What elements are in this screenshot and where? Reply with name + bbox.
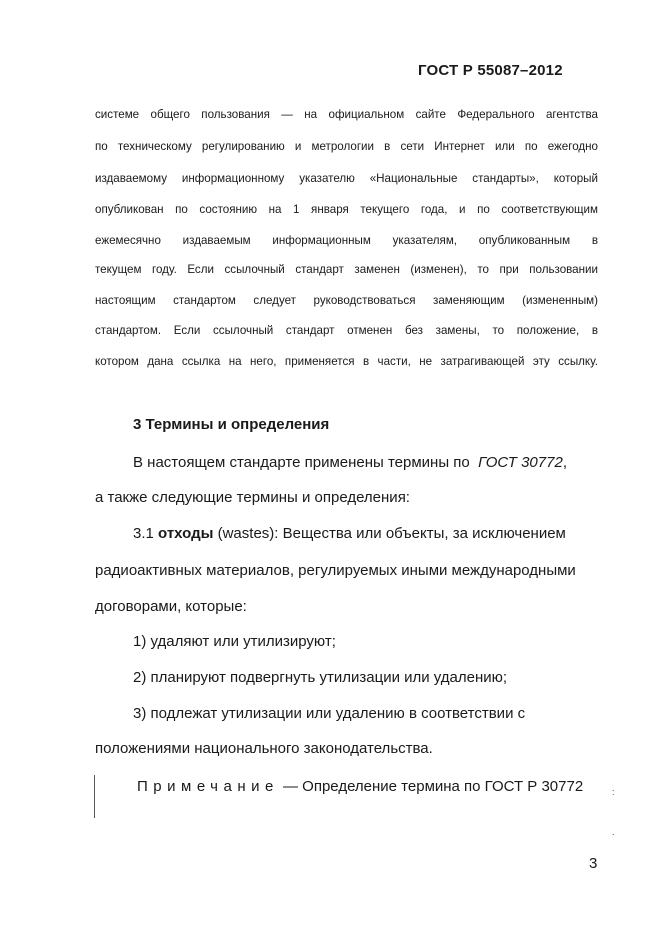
note-label: Примечание (137, 778, 279, 795)
section-title: 3 Термины и определения (133, 416, 330, 433)
note (137, 778, 583, 795)
intro-line: опубликован по состоянию на 1 января текущего года, и по соответствующим (95, 203, 598, 216)
term-definition-line3: договорами, которые: (95, 598, 247, 615)
page-number: 3 (589, 855, 598, 872)
section-intro-prefix: В настоящем стандарте применены термины по (133, 454, 470, 471)
intro-line: стандартом. Если ссылочный стандарт отменен без замены, то положение, в (95, 324, 598, 337)
document-code: ГОСТ Р 55087–2012 (418, 62, 563, 79)
list-item: 3) подлежат утилизации или удалению в соответствии с (133, 705, 526, 722)
list-item: 2) планируют подвергнуть утилизации или удалению; (133, 669, 508, 686)
term-definition-start: (wastes): Вещества или объекты, за исключением (217, 525, 566, 542)
term-number: 3.1 (133, 525, 154, 542)
note-frame-left (94, 775, 95, 818)
intro-line: ежемесячно издаваемым информационным указателям, опубликованным в (95, 234, 598, 247)
intro-line: системе общего пользования — на официальном сайте Федерального агентства (95, 108, 598, 121)
intro-line: издаваемому информационному указателю «Национальные стандарты», который (95, 172, 598, 185)
term-word: отходы (158, 525, 214, 542)
intro-line: по техническому регулированию и метрологии в сети Интернет или по ежегодно (95, 140, 598, 153)
note-frame-right-marks: : . (612, 787, 615, 837)
standard-reference: ГОСТ 30772 (478, 454, 563, 471)
section-intro-suffix: , (562, 454, 567, 471)
intro-line: настоящим стандартом следует руководствоваться заменяющим (измененным) (95, 294, 598, 307)
list-item-continuation: положениями национального законодательства. (95, 740, 433, 757)
list-item: 1) удаляют или утилизируют; (133, 633, 336, 650)
section-intro-line1 (133, 454, 567, 472)
section-intro-line2: а также следующие термины и определения: (95, 489, 410, 506)
intro-line: текущем году. Если ссылочный стандарт заменен (изменен), то при пользовании (95, 263, 598, 276)
note-text: — Определение термина по ГОСТ Р 30772 (283, 778, 584, 795)
term-definition-line1 (133, 525, 566, 543)
term-definition-line2: радиоактивных материалов, регулируемых иными международными (95, 562, 576, 579)
intro-line: котором дана ссылка на него, применяется в части, не затрагивающей эту ссылку. (95, 355, 598, 368)
